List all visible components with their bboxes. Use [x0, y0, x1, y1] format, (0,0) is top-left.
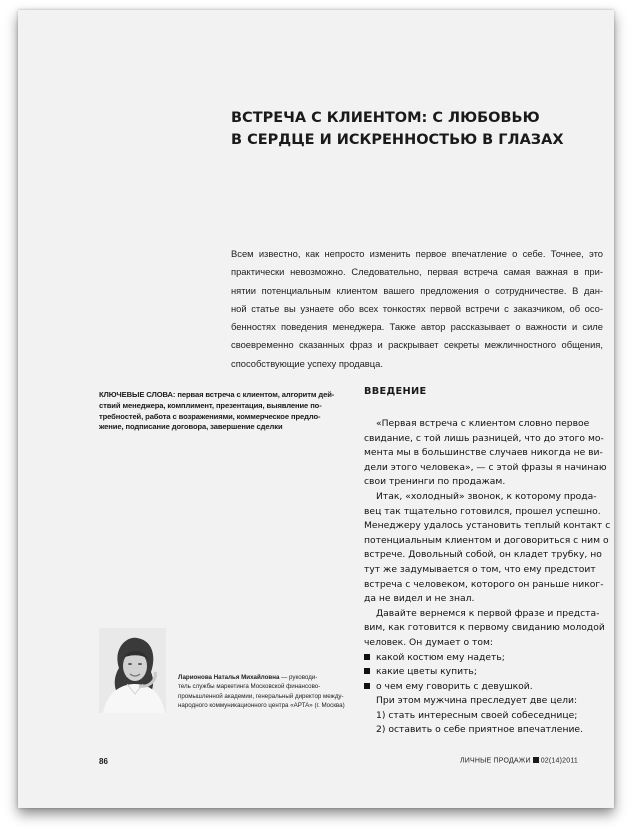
- section-heading: ВВЕДЕНИЕ: [364, 386, 427, 397]
- keywords-line: ствий менеджера, комплимент, презентация, выявление по-: [99, 400, 322, 410]
- lead-line: нятии потенциальным клиентом вашего предложения о сотрудничестве. В дан-: [231, 284, 603, 296]
- body-line: Итак, «холодный» звонок, к которому прода-: [376, 490, 597, 502]
- author-name: Ларионова Наталья Михайловна: [178, 674, 280, 681]
- body-line: мента мы в большинстве случаев никогда не ви-: [364, 447, 603, 459]
- body-line: вец так тщательно готовился, прошел успешно.: [364, 505, 601, 517]
- body-line: тут же задумывается о том, что ему предстоит: [364, 563, 596, 575]
- bullet-item: [364, 680, 604, 695]
- square-separator-icon: [533, 757, 539, 763]
- magazine-page: [18, 10, 614, 808]
- journal-name: ЛИЧНЫЕ ПРОДАЖИ: [460, 757, 531, 765]
- author-photo: [99, 628, 166, 713]
- body-line: 2) оставить о себе приятное впечатление.: [376, 724, 584, 736]
- body-line: человек. Он думает о том:: [364, 636, 494, 648]
- body-line: «Первая встреча с клиентом словно первое: [376, 418, 590, 429]
- author-bio-line: тель службы маркетинга Московской финансово-: [178, 683, 321, 691]
- lead-line: Всем известно, как непросто изменить первое впечатление о себе. Точнее, это: [231, 248, 603, 259]
- square-bullet-icon: [364, 668, 370, 674]
- body-line: да не видел и не знал.: [364, 593, 475, 605]
- article-body: [364, 417, 611, 738]
- lead-line: способствующие успеху продавца.: [231, 357, 383, 369]
- keywords-line: КЛЮЧЕВЫЕ СЛОВА: первая встреча с клиентом, алгоритм дей-: [99, 390, 335, 399]
- bullet-text: какие цветы купить;: [376, 666, 477, 678]
- body-line: встрече. Довольный собой, он кладет трубку, но: [364, 549, 602, 561]
- article-title-line: ВСТРЕЧА С КЛИЕНТОМ: С ЛЮБОВЬЮ: [231, 110, 540, 126]
- body-line: встреча с человеком, которого он раньше никог-: [364, 578, 604, 590]
- body-line: дели этого человека», — с этой фразы я начинаю: [364, 461, 607, 473]
- lead-line: практически невозможно. Следовательно, первая встреча самая важная в при-: [231, 266, 603, 278]
- body-line: Давайте вернемся к первой фразе и предста-: [376, 607, 600, 619]
- lead-line: бенностях поведения менеджера. Также автор рассказывает о важности и силе: [231, 321, 603, 333]
- body-line: потенциальным клиентом и договориться с ним о: [364, 534, 609, 546]
- author-role: — руководи-: [279, 674, 318, 681]
- author-bio: [178, 673, 345, 711]
- square-bullet-icon: [364, 683, 370, 689]
- bullet-item: [364, 665, 604, 680]
- body-line: вим, как готовится к первому свиданию молодой: [364, 622, 605, 634]
- lead-line: своевременно сказанных фраз и раскрывает секреты межличностного общения,: [231, 339, 603, 351]
- journal-footer: [460, 757, 578, 765]
- keywords-line: требностей, работа с возражениями, коммерческое предло-: [99, 411, 321, 421]
- body-line: При этом мужчина преследует две цели:: [376, 695, 578, 707]
- body-line: свидание, с той лишь разницей, что до этого мо-: [364, 432, 604, 444]
- bullet-text: о чем ему говорить с девушкой.: [376, 680, 533, 692]
- body-line: Менеджеру удалось установить теплый контакт с: [364, 520, 611, 532]
- author-portrait-icon: [99, 628, 166, 713]
- square-bullet-icon: [364, 654, 370, 660]
- bullet-item: [364, 651, 604, 666]
- author-bio-line: народного коммуникационного центра «АРТА» (г. Москва): [178, 702, 345, 710]
- body-line: 1) стать интересным своей собеседнице;: [376, 709, 578, 721]
- author-bio-line: [178, 673, 340, 682]
- bullet-text: какой костюм ему надеть;: [376, 651, 505, 663]
- article-title-line: В СЕРДЦЕ И ИСКРЕННОСТЬЮ В ГЛАЗАХ: [231, 132, 564, 148]
- lead-line: ной статье вы узнаете обо всех тонкостях первой встречи с заказчиком, об осо-: [231, 302, 603, 314]
- body-line: свои тренинги по продажам.: [364, 476, 506, 488]
- journal-issue: 02(14)2011: [540, 757, 578, 765]
- article-title: [231, 107, 591, 151]
- article-lead: [231, 245, 603, 373]
- page-number: 86: [99, 757, 108, 766]
- keywords-line: жение, подписание договора, завершение сделки: [99, 422, 283, 432]
- keywords-block: [99, 390, 339, 433]
- author-bio-line: промышленной академии, генеральный директор между-: [178, 692, 344, 700]
